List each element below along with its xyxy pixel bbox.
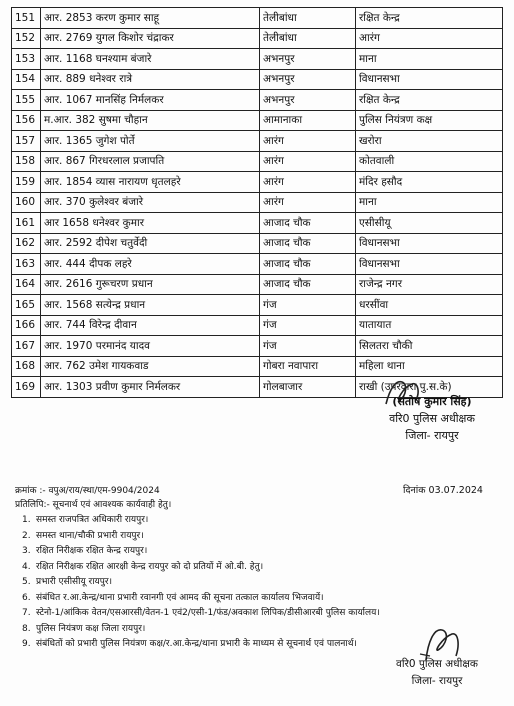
officer-designation-2: वरि0 पुलिस अधीक्षक: [396, 658, 478, 670]
serial-number: 166: [12, 315, 41, 336]
table-row: [12, 315, 503, 336]
employee-name: आर. 444 दीपक लहरे: [41, 254, 260, 275]
copy-line: प्रतिलिपि:- सूचनार्थ एवं आवश्यक कार्यवाही हेतु।: [15, 500, 172, 510]
table-row: [12, 90, 503, 111]
copy-number: 6.: [22, 592, 31, 603]
serial-number: 160: [12, 192, 41, 213]
posted-to: एसीसीयू: [356, 213, 503, 234]
posted-from: अभनपुर: [260, 90, 356, 111]
employee-name: आर. 2853 करण कुमार साहू: [41, 8, 260, 29]
table-row: [12, 28, 503, 49]
copy-text: समस्त राजपत्रित अधिकारी रायपुर।: [36, 515, 149, 525]
officer-name: (संतोष कुमार सिंह): [392, 395, 472, 408]
posted-from: तेलीबांधा: [260, 28, 356, 49]
serial-number: 154: [12, 69, 41, 90]
copy-text: रक्षित निरीक्षक रक्षित आरक्षी केन्द्र रायपुर को दो प्रतियों में ओ.बी. हेतु।: [36, 561, 264, 572]
posted-to: यातायात: [356, 315, 503, 336]
copy-number: 1.: [22, 515, 31, 525]
posted-to: मंदिर हसौद: [356, 172, 503, 193]
officer-district-2: जिला- रायपुर: [411, 675, 463, 687]
serial-number: 159: [12, 172, 41, 193]
serial-number: 163: [12, 254, 41, 275]
posted-to: माना: [356, 49, 503, 70]
posted-to: धरसींवा: [356, 295, 503, 316]
serial-number: 157: [12, 131, 41, 152]
posted-from: तेलीबांधा: [260, 8, 356, 29]
copy-number: 7.: [22, 608, 31, 618]
memo-date: दिनांक 03.07.2024: [403, 485, 483, 496]
serial-number: 168: [12, 356, 41, 377]
posted-to: सिलतरा चौकी: [356, 336, 503, 357]
copy-number: 9.: [22, 639, 31, 649]
posted-from: गोलबाजार: [260, 377, 356, 398]
copy-text: प्रभारी एसीसीयू रायपुर।: [36, 577, 112, 587]
copy-number: 3.: [22, 546, 31, 556]
table-row: [12, 131, 503, 152]
posted-to: विधानसभा: [356, 233, 503, 254]
posted-to: विधानसभा: [356, 254, 503, 275]
employee-name: आर. 2769 युगल किशोर चंद्राकर: [41, 28, 260, 49]
posted-to: आरंग: [356, 28, 503, 49]
employee-name: आर. 370 कुलेश्वर बंजारे: [41, 192, 260, 213]
table-row: [12, 192, 503, 213]
serial-number: 164: [12, 274, 41, 295]
employee-name: आर. 2616 गुरूचरण प्रधान: [41, 274, 260, 295]
posted-from: अभनपुर: [260, 69, 356, 90]
copy-item: [14, 529, 494, 545]
table-row: [12, 69, 503, 90]
table-row: [12, 151, 503, 172]
copy-item: [14, 560, 494, 576]
copy-text: रक्षित निरीक्षक रक्षित केन्द्र रायपुर।: [36, 546, 148, 556]
posted-from: आरंग: [260, 131, 356, 152]
transfer-table: [11, 7, 503, 398]
officer-designation: वरि0 पुलिस अधीक्षक: [389, 412, 475, 425]
employee-name: आर. 1067 मानसिंह निर्मलकर: [41, 90, 260, 111]
table-row: [12, 172, 503, 193]
employee-name: आर. 1970 परमानंद यादव: [41, 336, 260, 357]
posted-to: माना: [356, 192, 503, 213]
copy-item: [14, 575, 494, 591]
signature-block-2: [372, 656, 502, 690]
table-row: [12, 233, 503, 254]
copy-number: 8.: [22, 623, 31, 634]
employee-name: आर. 1168 घनश्याम बंजारे: [41, 49, 260, 70]
copy-text: स्टेनो-1/आंकिक वेतन/एसआरसी/वेतन-1 एवं2/एसी-1/फंड/अवकाश लिपिक/डीसीआरबी पुलिस कार्यालय।: [36, 608, 380, 618]
posted-from: आरंग: [260, 151, 356, 172]
signature-block: [362, 393, 502, 444]
table-row: [12, 295, 503, 316]
memo-number: क्रमांक :- वपुअ/राय/स्था/एम-9904/2024: [15, 486, 160, 496]
employee-name: आर. 1303 प्रवीण कुमार निर्मलकर: [41, 377, 260, 398]
posted-to: पुलिस नियंत्रण कक्ष: [356, 110, 503, 131]
employee-name: म.आर. 382 सुषमा चौहान: [41, 110, 260, 131]
posted-from: गंज: [260, 315, 356, 336]
serial-number: 152: [12, 28, 41, 49]
employee-name: आर. 744 विरेन्द्र दीवान: [41, 315, 260, 336]
posted-from: आजाद चौक: [260, 254, 356, 275]
posted-from: गोबरा नवापारा: [260, 356, 356, 377]
posted-from: आजाद चौक: [260, 274, 356, 295]
posted-to: महिला थाना: [356, 356, 503, 377]
serial-number: 167: [12, 336, 41, 357]
table-row: [12, 356, 503, 377]
copy-number: 4.: [22, 561, 31, 572]
serial-number: 155: [12, 90, 41, 111]
copy-text: संबंधित र.आ.केन्द्र/थाना प्रभारी रवानगी एवं आमद की सूचना तत्काल कार्यालय भिजवायें।: [36, 592, 324, 603]
employee-name: आर. 1365 जुगेश पोर्ते: [41, 131, 260, 152]
serial-number: 158: [12, 151, 41, 172]
posted-from: आजाद चौक: [260, 213, 356, 234]
copy-item: [14, 513, 494, 529]
table-row: [12, 110, 503, 131]
serial-number: 165: [12, 295, 41, 316]
table-row: [12, 274, 503, 295]
copy-number: 2.: [22, 530, 31, 541]
posted-to: खरोरा: [356, 131, 503, 152]
serial-number: 151: [12, 8, 41, 29]
copy-item: [14, 606, 494, 622]
posted-from: गंज: [260, 336, 356, 357]
copy-text: समस्त थाना/चौकी प्रभारी रायपुर।: [36, 530, 144, 541]
posted-from: आरंग: [260, 192, 356, 213]
serial-number: 153: [12, 49, 41, 70]
copy-item: [14, 544, 494, 560]
table-row: [12, 254, 503, 275]
employee-name: आर. 889 धनेश्वर रात्रे: [41, 69, 260, 90]
table-row: [12, 49, 503, 70]
serial-number: 161: [12, 213, 41, 234]
employee-name: आर. 1854 व्यास नारायण धृतलहरे: [41, 172, 260, 193]
copy-text: संबंधितों को प्रभारी पुलिस नियंत्रण कक्ष/र.आ.केन्द्र/थाना प्रभारी के माध्यम से सूचनार्थ एवं पालनार्थ।: [36, 639, 357, 649]
employee-name: आर. 1568 सत्येन्द्र प्रधान: [41, 295, 260, 316]
employee-name: आर. 2592 दीपेश चतुर्वेदी: [41, 233, 260, 254]
posted-to: रक्षित केन्द्र: [356, 8, 503, 29]
posted-from: आमानाका: [260, 110, 356, 131]
posted-from: आरंग: [260, 172, 356, 193]
employee-name: आर. 762 उमेश गायकवाड: [41, 356, 260, 377]
posted-to: कोतवाली: [356, 151, 503, 172]
posted-from: आजाद चौक: [260, 233, 356, 254]
officer-district: जिला- रायपुर: [405, 429, 459, 442]
memo-header: [15, 484, 495, 512]
copy-item: [14, 591, 494, 607]
posted-to: रक्षित केन्द्र: [356, 90, 503, 111]
table-row: [12, 336, 503, 357]
posted-from: अभनपुर: [260, 49, 356, 70]
employee-name: आर. 867 गिरधरलाल प्रजापति: [41, 151, 260, 172]
posted-to: राजेन्द्र नगर: [356, 274, 503, 295]
serial-number: 169: [12, 377, 41, 398]
copy-text: पुलिस नियंत्रण कक्ष जिला रायपुर।: [36, 623, 146, 634]
serial-number: 156: [12, 110, 41, 131]
table-row: [12, 213, 503, 234]
serial-number: 162: [12, 233, 41, 254]
posted-to: विधानसभा: [356, 69, 503, 90]
posted-to: राखी (उपरवारा पु.स.के): [356, 377, 503, 398]
employee-name: आर 1658 धनेश्वर कुमार: [41, 213, 260, 234]
posted-from: गंज: [260, 295, 356, 316]
copy-number: 5.: [22, 577, 31, 587]
table-row: [12, 8, 503, 29]
